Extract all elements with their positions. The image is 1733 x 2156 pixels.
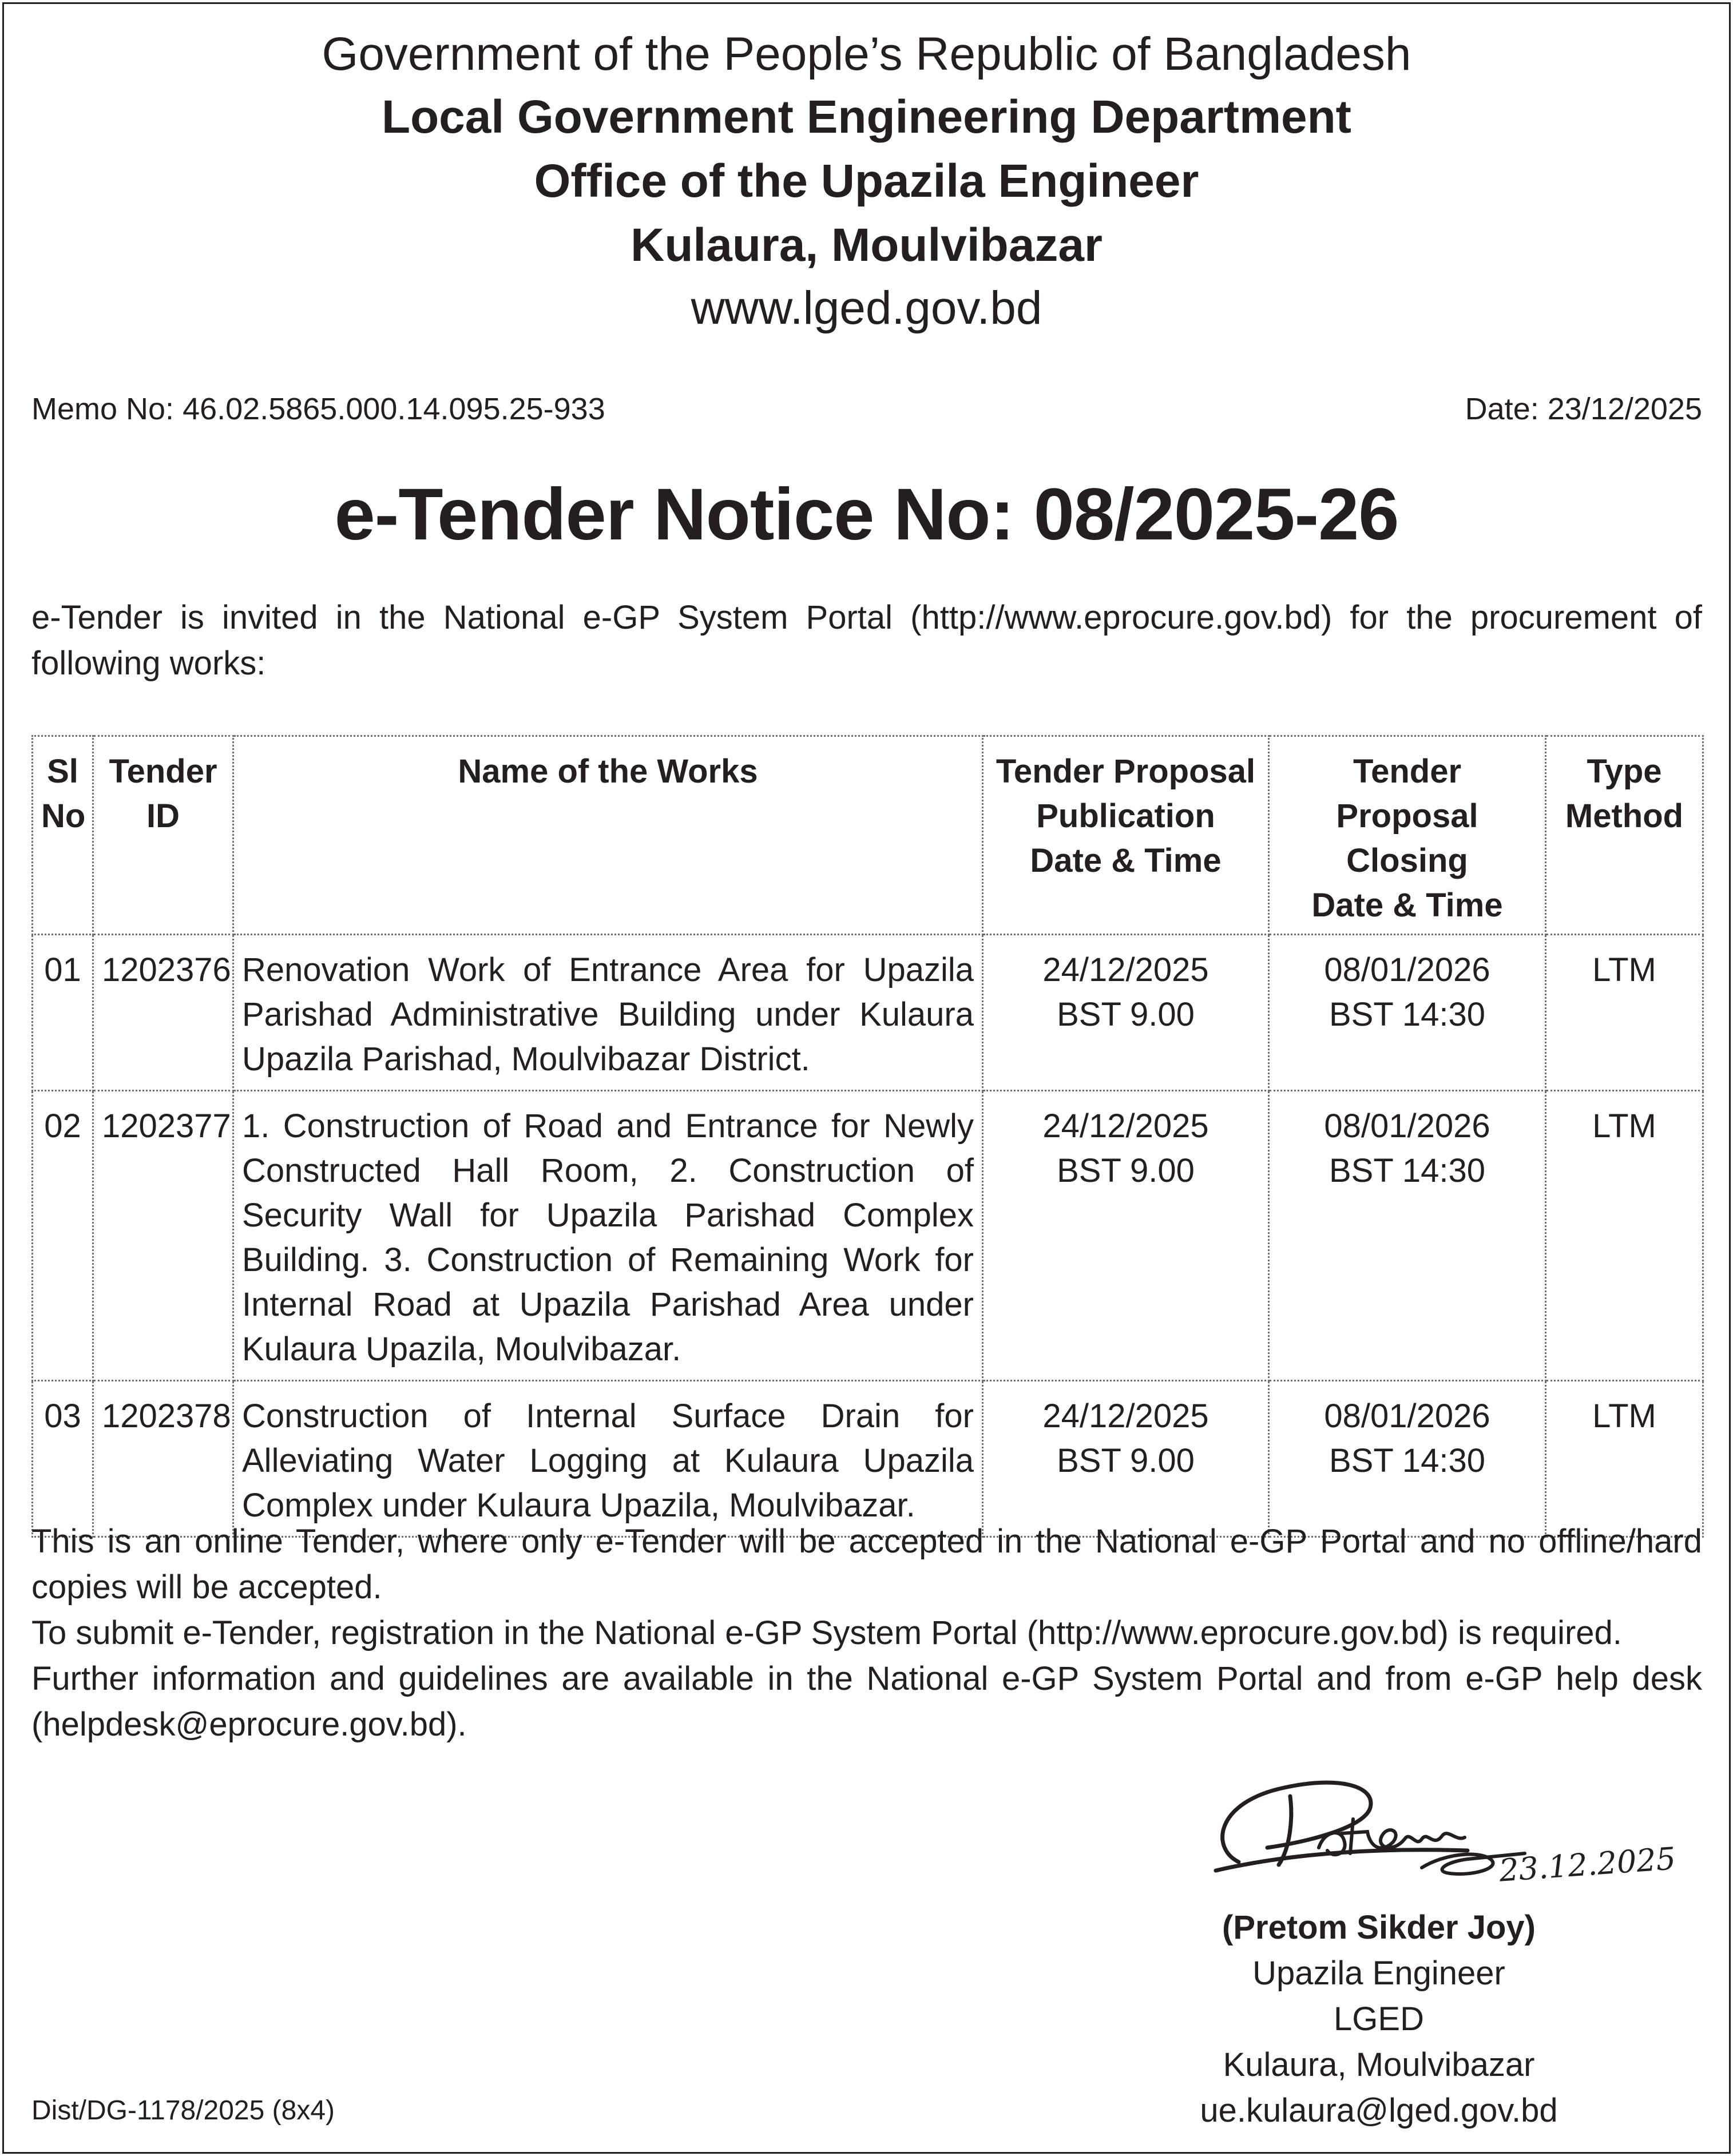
cell-closing: 08/01/2026 BST 14:30 <box>1269 1381 1546 1537</box>
handwritten-date: 23.12.2025 <box>1498 1840 1677 1889</box>
notice-title: e-Tender Notice No: 08/2025-26 <box>334 474 1399 555</box>
header-name-of-works: Name of the Works <box>233 736 983 935</box>
cell-tender-id: 1202377 <box>93 1091 233 1381</box>
header-closing-date: Tender Proposal Closing Date & Time <box>1269 736 1546 935</box>
officer-block <box>1144 1905 1613 2134</box>
cell-works: Construction of Internal Surface Drain for Alleviating Water Logging at Kulaura Upazila Complex under Kulaura Upazila, Moulvibazar. <box>233 1381 983 1537</box>
cell-sl-no: 02 <box>33 1091 93 1381</box>
table-row <box>33 1091 1703 1381</box>
further-info-text: Further information and guidelines are available in the National e-GP System Portal and from e-GP help desk (helpdesk@eprocure.gov.bd). <box>31 1660 1702 1743</box>
office-heading: Office of the Upazila Engineer <box>534 155 1199 207</box>
cell-tender-id: 1202378 <box>93 1381 233 1537</box>
header-type-method: Type Method <box>1546 736 1703 935</box>
cell-publication: 24/12/2025 BST 9.00 <box>983 1091 1269 1381</box>
instructions-block <box>31 1519 1702 1748</box>
memo-date: Date: 23/12/2025 <box>1465 392 1702 426</box>
tender-table <box>31 735 1704 1538</box>
cell-works: Renovation Work of Entrance Area for Upazila Parishad Administrative Building under Kulaura Upazila Parishad, Moulvibazar District. <box>233 935 983 1091</box>
cell-sl-no: 03 <box>33 1381 93 1537</box>
cell-method: LTM <box>1546 1381 1703 1537</box>
officer-name: (Pretom Sikder Joy) <box>1222 1909 1536 1946</box>
distribution-reference: Dist/DG-1178/2025 (8x4) <box>31 2095 335 2126</box>
cell-method: LTM <box>1546 1091 1703 1381</box>
officer-organization: LGED <box>1334 2000 1424 2038</box>
officer-designation: Upazila Engineer <box>1252 1955 1505 1992</box>
cell-closing: 08/01/2026 BST 14:30 <box>1269 1091 1546 1381</box>
location-heading: Kulaura, Moulvibazar <box>630 219 1103 271</box>
registration-text: To submit e-Tender, registration in the National e-GP System Portal (http://www.eprocure.gov.bd) is required. <box>31 1614 1622 1651</box>
cell-closing: 08/01/2026 BST 14:30 <box>1269 935 1546 1091</box>
table-row <box>33 935 1703 1091</box>
header-publication-date: Tender Proposal Publication Date & Time <box>983 736 1269 935</box>
website-link[interactable]: www.lged.gov.bd <box>691 282 1042 334</box>
intro-paragraph: e-Tender is invited in the National e-GP System Portal (http://www.eprocure.gov.bd) for the procurement of following works: <box>31 599 1702 682</box>
table-row <box>33 1381 1703 1537</box>
header-tender-id: Tender ID <box>93 736 233 935</box>
header-sl-no: Sl No <box>33 736 93 935</box>
cell-publication: 24/12/2025 BST 9.00 <box>983 1381 1269 1537</box>
cell-sl-no: 01 <box>33 935 93 1091</box>
government-heading: Government of the People’s Republic of Bangladesh <box>322 28 1411 80</box>
table-header-row <box>33 736 1703 935</box>
officer-location: Kulaura, Moulvibazar <box>1223 2046 1535 2083</box>
officer-email[interactable]: ue.kulaura@lged.gov.bd <box>1200 2092 1558 2129</box>
cell-publication: 24/12/2025 BST 9.00 <box>983 935 1269 1091</box>
memo-number: Memo No: 46.02.5865.000.14.095.25-933 <box>31 392 605 426</box>
department-heading: Local Government Engineering Department <box>382 91 1351 143</box>
cell-method: LTM <box>1546 935 1703 1091</box>
online-notice-text: This is an online Tender, where only e-Tender will be accepted in the National e-GP Portal and no offline/hard copies will be accepted. <box>31 1523 1702 1606</box>
cell-works: 1. Construction of Road and Entrance for Newly Constructed Hall Room, 2. Construction of Security Wall for Upazila Parishad Complex Building. 3. Construction of Remaining Work for Internal Road at Upazila Parishad Area under Kulaura Upazila, Moulvibazar. <box>233 1091 983 1381</box>
cell-tender-id: 1202376 <box>93 935 233 1091</box>
